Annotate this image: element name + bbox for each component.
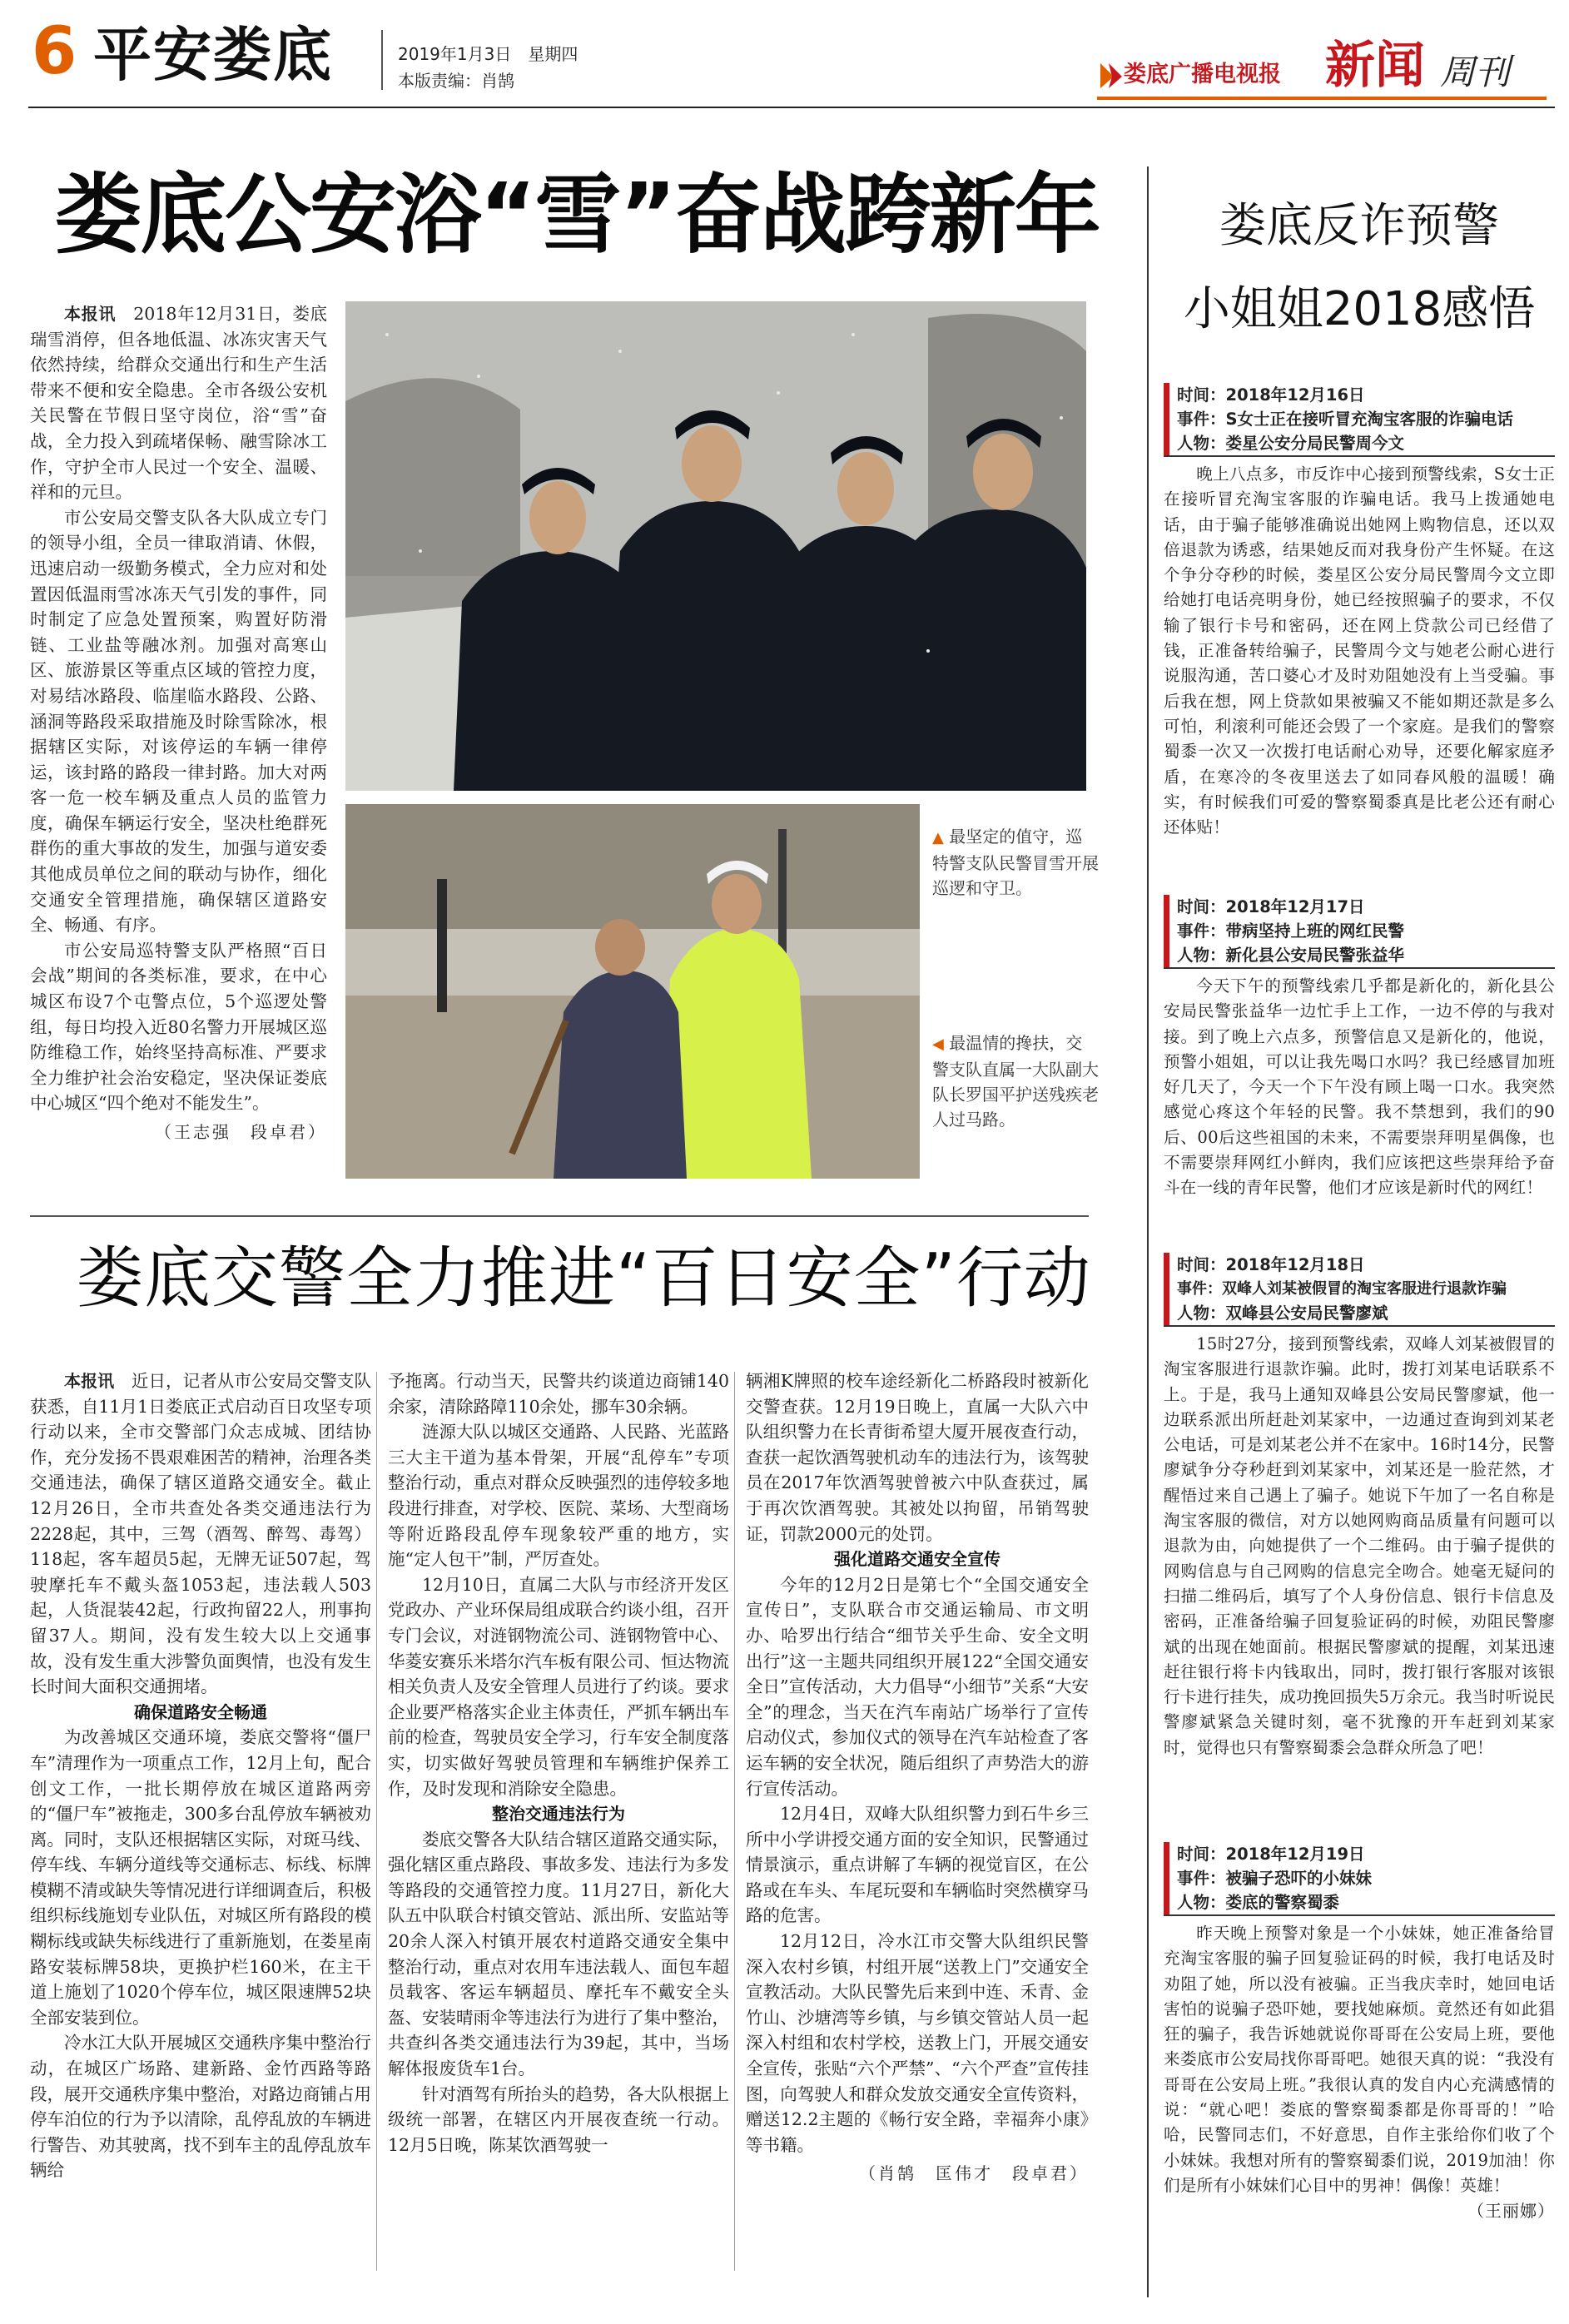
article1-para: 市公安局交警支队各大队成立专门的领导小组，全员一律取消请、休假，迅速启动一级勤务模式，全力应对和处置因低温雨雪冰冻天气引发的事件，同时制定了应急处置预案，购置好防滑链、工业盐等融冰剂。加强对高寒山区、旅游景区等重点区域的管控力度，对易结冰路段、临崖临水路段、公路、涵洞等路段采取措施及时除雪除冰，根据辖区实际，对该停运的车辆一律停运，该封路的路段一律封路。加大对两客一危一校车辆及重点人员的监管力度，确保车辆运行安全，坚决杜绝群死群伤的重大事故的发生，加强与道安委其他成员单位之间的联动与协作，细化交通安全管理措施，确保辖区道路安全、畅通、有序。	[30, 507, 327, 936]
header-underline-orange	[1097, 97, 1547, 100]
article2-lead: 本报讯	[64, 1371, 115, 1391]
article1-lead: 本报讯	[64, 304, 117, 324]
brand-news: 新闻	[1325, 37, 1425, 95]
article2-subhead: 整治交通违法行为	[492, 1804, 625, 1825]
diary-entry	[1164, 383, 1555, 840]
diary-header	[1164, 895, 1555, 967]
brand-weekly: 周刊	[1440, 52, 1511, 92]
diary-entry	[1164, 1842, 1555, 2223]
diary-time: 时间：2018年12月16日	[1177, 385, 1365, 405]
diary-time: 时间：2018年12月18日	[1177, 1255, 1365, 1274]
diary-event: 事件：S女士正在接听冒充淘宝客服的诈骗电话	[1177, 410, 1514, 429]
diary-time: 时间：2018年12月17日	[1177, 897, 1365, 916]
sidebar-rule	[1147, 166, 1149, 2297]
photo-caption-1	[932, 824, 1099, 901]
photo-patrol-officers	[345, 301, 1086, 791]
diary-body: 15时27分，接到预警线索，双峰人刘某被假冒的淘宝客服进行退款诈骗。此时，拨打刘某电话联系不上。于是，我马上通知双峰县公安局民警廖斌，他一边联系派出所赶赴刘某家中，一边通过查询到刘某老公电话，可是刘某老公并不在家中。16时14分，民警廖斌争分夺秒赶到刘某家中，刘某还是一脸茫然，才醒悟过来自己遇上了骗子。她说下午加了一名自称是淘宝客服的微信，对方以她网购商品质量有问题可以退款为由，向她提供了一个二维码。由于骗子提供的网购信息与自己网购的信息完全吻合。她毫无疑问的扫描二维码后，填写了个人身份信息、银行卡信息及密码，正准备给骗子回复验证码的时候，劝阻民警廖斌的出现在她面前。根据民警廖斌的提醒，刘某迅速赶往银行将卡内钱取出，同时，拨打银行客服对该银行卡进行挂失，成功挽回损失5万余元。我当时听说民警廖斌紧急关键时刻，毫不犹豫的开车赶到刘某家时，觉得也只有警察蜀黍会急群众所急了吧！	[1164, 1334, 1555, 1757]
section-title: 平安娄底	[93, 21, 333, 89]
masthead	[0, 0, 1569, 108]
caption-text: 最坚定的值守，巡特警支队民警冒雪开展巡逻和守卫。	[932, 827, 1099, 898]
article2-para: 12月10日，直属二大队与市经济开发区党政办、产业环保局组成联合约谈小组，召开专门会议，对涟钢物流公司、涟钢物管中心、华菱安赛乐米塔尔汽车板有限公司、恒达物流相关负责人及安全管理人员进行了约谈。要求企业要严格落实企业主体责任，严抓车辆出车前的检查，驾驶员安全学习，行车安全制度落实，切实做好驾驶员管理和车辆维护保养工作，及时发现和消除安全隐患。	[388, 1574, 729, 1799]
diary-header	[1164, 383, 1555, 455]
diary-entry	[1164, 1253, 1555, 1760]
header-underline	[28, 107, 1555, 108]
article2-col3	[746, 1368, 1089, 2186]
diary-body: 昨天晚上预警对象是一个小妹妹，她正准备给冒充淘宝客服的骗子回复验证码的时候，我打电话及时劝阻了她，所以没有被骗。正当我庆幸时，她回电话害怕的说骗子恐吓她，要找她麻烦。竟然还有如此猖狂的骗子，我告诉她就说你哥哥在公安局上班，要他来娄底市公安局找你哥哥吧。她很天真的说：“我没有哥哥在公安局上班。”我很认真的发自内心充满感情的说：“就心吧！娄底的警察蜀黍都是你哥哥的！”哈哈，民警同志们，不好意思，自作主张给你们收了个小妹妹。我想对所有的警察蜀黍们说，2019加油！你们是所有小妹妹们心目中的男神！偶像！英雄！	[1164, 1924, 1555, 2195]
caption-triangle-icon: ▲	[932, 829, 944, 847]
diary-time: 时间：2018年12月19日	[1177, 1845, 1365, 1864]
article1-para: 本报讯 2018年12月31日，娄底瑞雪消停，但各地低温、冰冻灾害天气依然持续，给群众交通出行和生产生活带来不便和安全隐患。全市各级公安机关民警在节假日坚守岗位，浴“雪”奋战，全力投入到疏堵保畅、融雪除冰工作，守护全市人民过一个安全、温暖、祥和的元旦。	[30, 304, 328, 503]
diary-person: 人物：娄星公安分局民警周今文	[1177, 434, 1405, 453]
article2-para: 冷水江大队开展城区交通秩序集中整治行动，在城区广场路、建新路、金竹西路等路段，展开交通秩序集中整治，对路边商铺占用停车泊位的行为予以清除，乱停乱放的车辆进行警告、劝其驶离，找不到车主的乱停乱放车辆给	[30, 2033, 371, 2181]
article2-para: 予拖离。行动当天，民警共约谈道边商铺140余家，清除路障110余处，挪车30余辆。	[388, 1371, 729, 1417]
article2-title: 娄底交警全力推进“百日安全”行动	[77, 1239, 1091, 1317]
photo-caption-2	[932, 1030, 1099, 1132]
article2-para: 本报讯 近日，记者从市公安局交警支队获悉，自11月1日娄底正式启动百日攻坚专项行动以来，全市交警部门众志成城、团结协作，充分发扬不畏艰难困苦的精神，治理各类交通违法，确保了辖区道路交通安全。截止12月26日，全市共查处各类交通违法行为2228起，其中，三驾（酒驾、醉驾、毒驾）118起，客车超员5起，无牌无证507起，驾驶摩托车不戴头盔1053起，违法载人503起，人货混装42起，行政拘留22人，刑事拘留37人。期间，没有发生较大以上交通事故，没有发生重大涉警负面舆情，也没有发生长时间大面积交通拥堵。	[30, 1371, 372, 1697]
diary-event: 事件：双峰人刘某被假冒的淘宝客服进行退款诈骗	[1177, 1280, 1507, 1298]
diary-event: 事件：带病坚持上班的网红民警	[1177, 921, 1405, 941]
column-rule	[734, 1372, 735, 2271]
article2-byline: （肖鹄 匡伟才 段卓君）	[859, 2163, 1089, 2184]
article2-subhead: 强化道路交通安全宣传	[834, 1549, 1000, 1570]
article2-para: 涟源大队以城区交通路、人民路、光蓝路三大主干道为基本骨架，开展“乱停车”专项整治行动，重点对群众反映强烈的违停较多地段进行排查，对学校、医院、菜场、大型商场等附近路段乱停车现象较严重的地方，实施“定人包干”制，严厉查处。	[388, 1422, 729, 1570]
article2-para: 为改善城区交通环境，娄底交警将“僵尸车”清理作为一项重点工作，12月上旬，配合创文工作，一批长期停放在城区道路两旁的“僵尸车”被拖走，300多台乱停放车辆被劝离。同时，支队还根据辖区实际，对斑马线、停车线、车辆分道线等交通标志、标线、标牌模糊不清或缺失等情况进行详细调查后，积极组织标线施划专业队伍，对城区所有路段的模糊标线或缺失标线进行了重新施划，在娄星南路安装标牌58块，更换护栏160米，在主干道上施划了1020个停车位，城区限速牌52块全部安装到位。	[30, 1727, 371, 2028]
diary-entry	[1164, 895, 1555, 1201]
header-divider	[381, 30, 383, 90]
diary-body: 晚上八点多，市反诈中心接到预警线索，S女士正在接听冒充淘宝客服的诈骗电话。我马上拨通她电话，由于骗子能够准确说出她网上购物信息，还以双倍退款为诱惑，结果她反而对我身份产生怀疑。在这个争分夺秒的时候，娄星区公安分局民警周今文立即给她打电话亮明身份，她已经按照骗子的要求，不仅输了银行卡号和密码，还在网上贷款公司已经借了钱，正准备转给骗子，民警周今文与她老公耐心进行说服沟通，苦口婆心才及时劝阻她没有上当受骗。事后我在想，网上贷款如果被骗又不能如期还款是多么可怕，利滚利可能还会毁了一个家庭。是我们的警察蜀黍一次又一次拨打电话耐心劝导，还要化解家庭矛盾，在寒冷的冬夜里送去了如同春风般的温暖！确实，有时候我们可爱的警察蜀黍真是比老公还有耐心还体贴！	[1164, 464, 1555, 837]
article2-para: 12月4日，双峰大队组织警力到石牛乡三所中小学讲授交通方面的安全知识，民警通过情景演示，重点讲解了车辆的视觉盲区，在公路或在车头、车尾玩耍和车辆临时突然横穿马路的危害。	[746, 1804, 1089, 1926]
article1-title: 娄底公安浴“雪”奋战跨新年	[55, 164, 1100, 266]
article2-para: 12月12日，冷水江市交警大队组织民警深入农村乡镇，村组开展“送教上门”交通安全宣教活动。大队民警先后来到中连、禾青、金竹山、沙塘湾等乡镇，与乡镇交管站人员一起深入村组和农村学校，送教上门，开展交通安全宣传，张贴“六个严禁”、“六个严查”宣传挂图，向驾驶人和群众发放交通安全宣传资料，赠送12.2主题的《畅行安全路，幸福奔小康》等书籍。	[746, 1931, 1089, 2155]
officer-helping-elder-image	[345, 804, 920, 1179]
sidebar-title-1: 娄底反诈预警	[1219, 199, 1499, 253]
issue-date: 2019年1月3日 星期四	[398, 44, 578, 64]
article2-para: 今年的12月2日是第七个“全国交通安全宣传日”，支队联合市交通运输局、市文明办、哈罗出行结合“细节关乎生命、安全文明出行”这一主题共同组织开展122“全国交通安全日”宣传活动，大力倡导“小细节”关系“大安全”的理念，当天在汽车南站广场举行了宣传启动仪式，参加仪式的领导在汽车站检查了客运车辆的安全状况，随后组织了声势浩大的游行宣传活动。	[746, 1574, 1089, 1799]
diary-person: 人物：娄底的警察蜀黍	[1177, 1893, 1340, 1912]
brand-name: 娄底广播电视报	[1124, 62, 1281, 87]
article1-para: 市公安局巡特警支队严格照“百日会战”期间的各类标准，要求，在中心城区布设7个屯警点位，5个巡逻处警组，每日均投入近80名警力开展城区巡防维稳工作，始终坚持高标准、严要求全力维护社会治安稳定，坚决保证娄底中心城区“四个绝对不能发生”。	[30, 940, 327, 1114]
caption-text: 最温情的搀扶，交警支队直属一大队副大队长罗国平护送残疾老人过马路。	[932, 1033, 1099, 1130]
diary-body: 今天下午的预警线索几乎都是新化的，新化县公安局民警张益华一边忙手上工作，一边不停的与我对接。到了晚上六点多，预警信息又是新化的，他说，预警小姐姐，可以让我先喝口水吗？我已经感冒加班好几天了，今天一个下午没有顾上喝一口水。我突然感觉心疼这个年轻的民警。我不禁想到，我们的90后、00后这些祖国的未来，不需要崇拜明星偶像，也不需要崇拜网红小鲜肉，我们应该把这些崇拜给予奋斗在一线的青年民警，他们才应该是新时代的网红！	[1164, 976, 1555, 1198]
article1-body	[30, 301, 327, 1145]
photo-officer-helping-elder	[345, 804, 920, 1179]
sidebar-title-2: 小姐姐2018感悟	[1183, 282, 1536, 336]
caption-triangle-icon: ◀	[932, 1035, 944, 1053]
brand-swoosh-icon	[1097, 58, 1127, 92]
column-rule	[376, 1372, 377, 2271]
diary-person: 人物：双峰县公安局民警廖斌	[1177, 1304, 1388, 1323]
article-separator	[30, 1215, 1089, 1217]
article2-para: 娄底交警各大队结合辖区道路交通实际，强化辖区重点路段、事故多发、违法行为多发等路段的交通管控力度。11月27日，新化大队五中队联合村镇交管站、派出所、安监站等20余人深入村镇开展农村道路交通安全集中整治行动，重点对农用车违法载人、面包车超员载客、客运车辆超员、摩托车不戴安全头盔、安装晴雨伞等违法行为进行了集中整治，共查纠各类交通违法行为39起，其中，当场解体报废货车1台。	[388, 1829, 729, 2079]
page-number: 6	[32, 14, 77, 89]
article2-subhead: 确保道路安全畅通	[134, 1701, 267, 1722]
patrol-officers-image	[345, 301, 1086, 791]
article1-byline: （王志强 段卓君）	[155, 1122, 327, 1142]
diary-event: 事件：被骗子恐吓的小妹妹	[1177, 1869, 1373, 1888]
article2-para: 针对酒驾有所抬头的趋势，各大队根据上级统一部署，在辖区内开展夜查统一行动。12月5日晚，陈某饮酒驾驶一	[388, 2083, 729, 2155]
article2-para: 辆湘K牌照的校车途经新化二桥路段时被新化交警查获。12月19日晚上，直属一大队六中队组织警力在长青街希望大厦开展夜查行动，查获一起饮酒驾驶机动车的违法行为，该驾驶员在2017年饮酒驾驶曾被六中队查获过，属于再次饮酒驾驶。其被处以拘留，吊销驾驶证，罚款2000元的处罚。	[746, 1371, 1089, 1544]
diary-header	[1164, 1842, 1555, 1914]
article2-col1	[30, 1368, 371, 2183]
diary-person: 人物：新化县公安局民警张益华	[1177, 946, 1405, 965]
article2-col2	[388, 1368, 729, 2158]
sidebar-byline: （王丽娜）	[1467, 2201, 1555, 2222]
page-editor: 本版责编：肖鹄	[398, 71, 514, 91]
diary-header	[1164, 1253, 1555, 1325]
